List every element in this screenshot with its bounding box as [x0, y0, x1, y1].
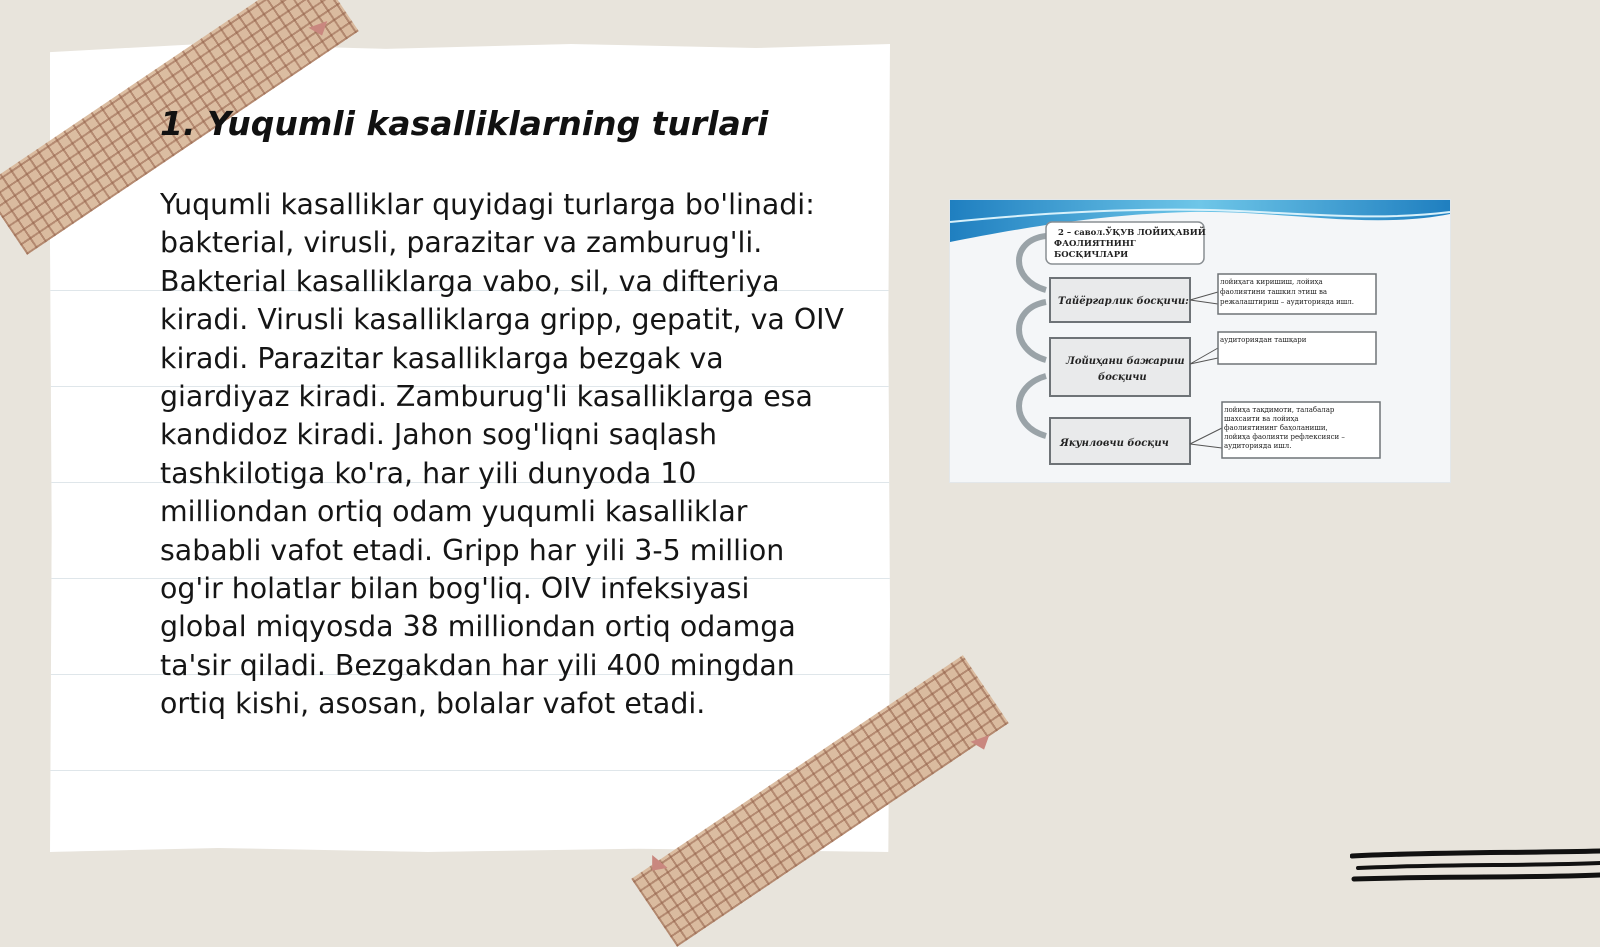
stage-note-line: аудиториядан ташқари: [1220, 336, 1307, 344]
stages-diagram-image: [950, 200, 1450, 482]
stage-note-line: лойиҳа тақдимоти, талабалар: [1224, 406, 1335, 414]
stage-label: босқичи: [1098, 372, 1147, 383]
flow-arrow-icon: [1019, 236, 1046, 290]
stage-note-line: лойиҳа фаолияти рефлексияси –: [1224, 433, 1345, 441]
diagram-header-line: БОСҚИЧЛАРИ: [1054, 250, 1129, 260]
stage-note-line: лойиҳага киришиш, лойиҳа: [1220, 278, 1323, 286]
flow-arrow-icon: [1019, 302, 1046, 360]
flow-arrow-icon: [1019, 376, 1046, 436]
stage-label: Лойиҳани бажариш: [1066, 356, 1185, 367]
stages-diagram: [950, 200, 1450, 482]
stage-note-line: режалаштириш – аудиторияда ишл.: [1220, 298, 1354, 306]
diagram-header-line: ФАОЛИЯТНИНГ: [1054, 239, 1136, 249]
stage-note-line: фаолиятининг баҳоланиши,: [1224, 424, 1328, 432]
slide-body-text: Yuqumli kasalliklar quyidagi turlarga bo'linadi: bakterial, virusli, parazitar va zamburug'li. Bakterial kasalliklarga vabo, sil, va difteriya kiradi. Virusli kasalliklarga gripp, gepatit, va OIV kiradi. Parazitar kasalliklarga bezgak va giardiyaz kiradi. Zamburug'li kasalliklarga esa kandidoz kiradi. Jahon sog'liqni saqlash tashkilotiga ko'ra, har yili dunyoda 10 milliondan ortiq odam yuqumli kasalliklar sababli vafot etadi. Gripp har yili 3-5 million og'ir holatlar bilan bog'liq. OIV infeksiyasi global miqyosda 38 milliondan ortiq odamga ta'sir qiladi. Bezgakdan har yili 400 mingdan ortiq kishi, asosan, bolalar vafot etadi.: [160, 188, 844, 721]
stage-note-line: аудиторияда ишл.: [1224, 442, 1292, 450]
brush-strokes-icon: [1350, 848, 1600, 888]
stage-label: Тайёргарлик босқичи:: [1058, 296, 1189, 307]
slide-title: 1. Yuqumli kasalliklarning turlari: [160, 104, 769, 143]
stage-note-line: шахсаити ва лойиҳа: [1224, 415, 1299, 423]
stage-label: Якунловчи босқич: [1060, 438, 1169, 449]
stage-box: [1050, 338, 1190, 396]
ruled-line: [50, 770, 890, 771]
diagram-header-line: 2 – савол.ЎҚУВ ЛОЙИҲАВИЙ: [1058, 228, 1206, 238]
stage-note-line: фаолиятини ташкил этиш ва: [1220, 288, 1328, 296]
